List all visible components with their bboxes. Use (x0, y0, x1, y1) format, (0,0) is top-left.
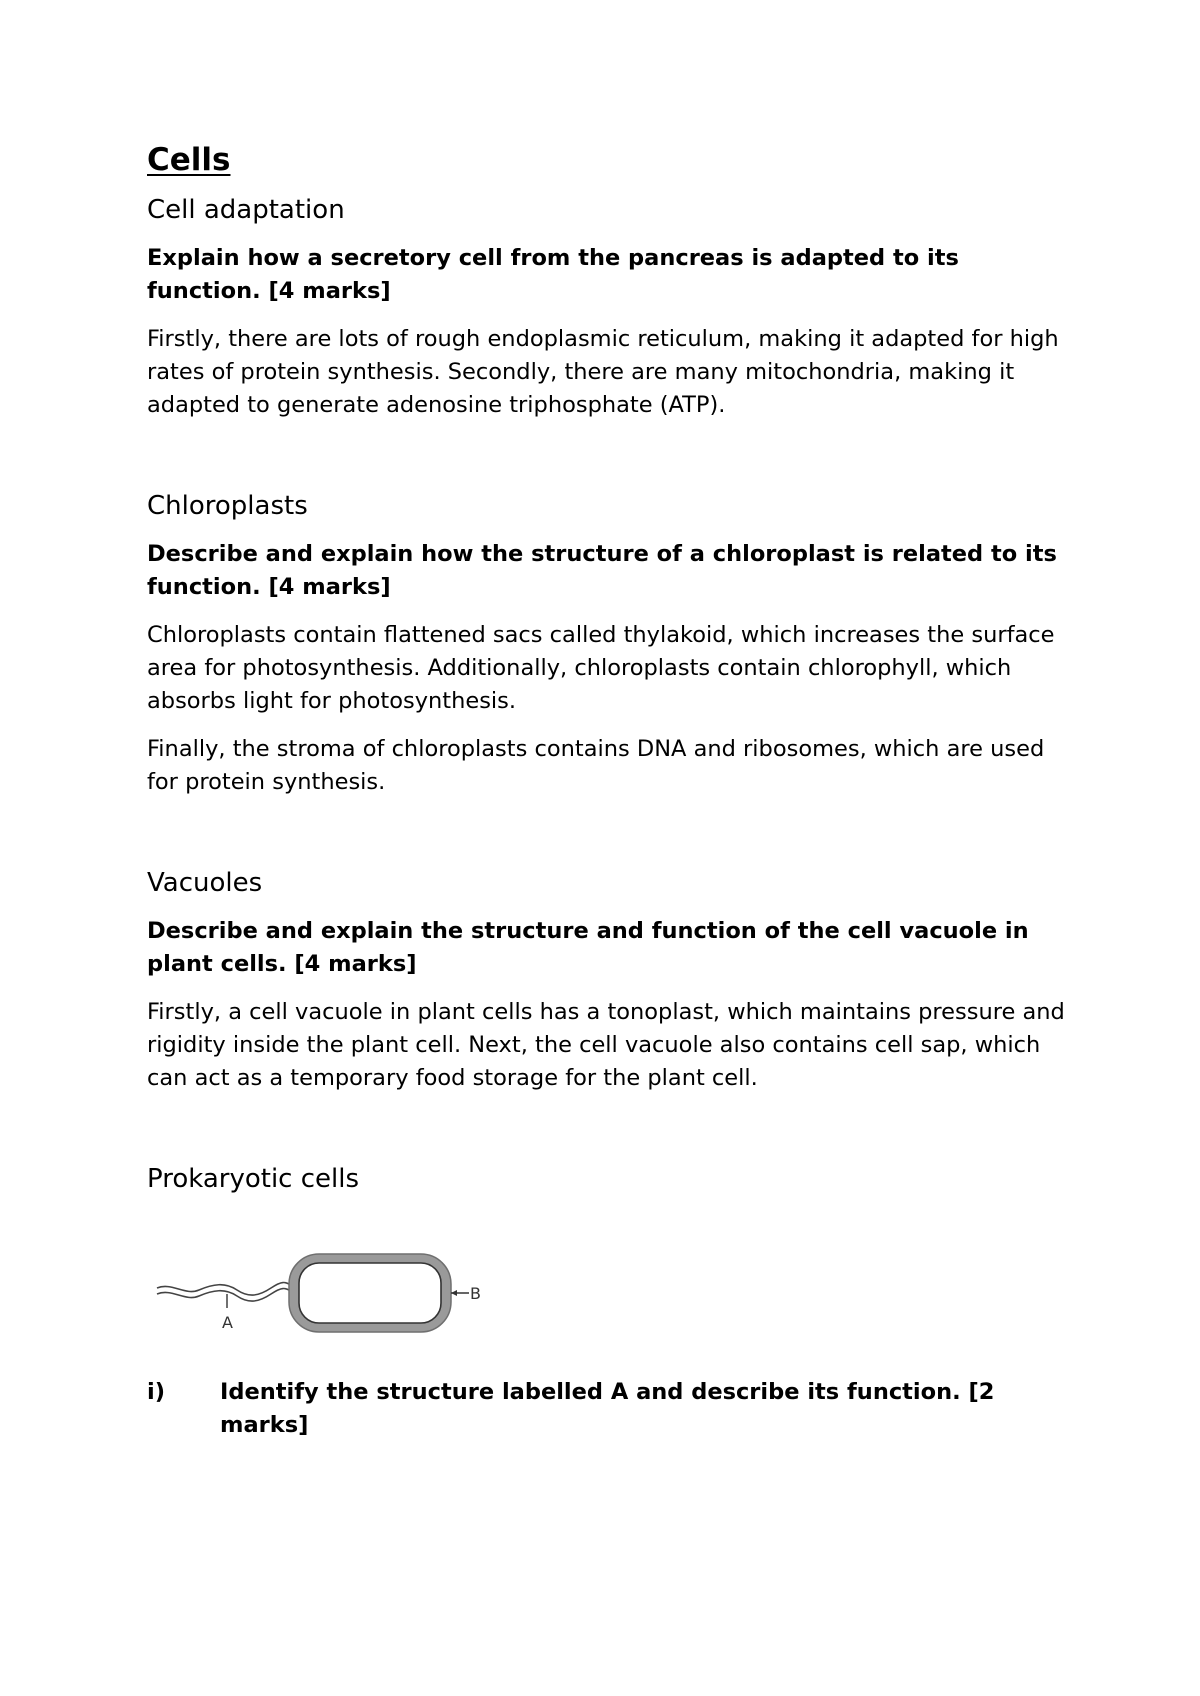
numbered-question (147, 1376, 1067, 1442)
answer-chloroplast-2: Finally, the stroma of chloroplasts contains DNA and ribosomes, which are used for protein synthesis. (147, 735, 1045, 795)
prokaryotic-cell-diagram (147, 1244, 507, 1344)
answer-vacuole: Firstly, a cell vacuole in plant cells has a tonoplast, which maintains pressure and rigidity inside the plant cell. Next, the cell vacuole also contains cell sap, which can act as a temporary food storage for the plant cell. (147, 998, 1065, 1091)
question-pancreas: Explain how a secretory cell from the pancreas is adapted to its function. [4 marks] (147, 245, 959, 305)
question-text-structure-a: Identify the structure labelled A and describe its function. [2 marks] (220, 1379, 995, 1439)
label-b: B (470, 1284, 481, 1304)
answer-chloroplast-1: Chloroplasts contain flattened sacs called thylakoid, which increases the surface area for photosynthesis. Additionally, chloroplasts contain chlorophyll, which absorbs light for photosynthesis. (147, 621, 1055, 714)
page-title: Cells (147, 142, 231, 178)
cell-interior (299, 1263, 441, 1323)
section-heading-cell-adaptation: Cell adaptation (147, 195, 345, 226)
section-heading-prokaryotic: Prokaryotic cells (147, 1163, 360, 1194)
label-a: A (222, 1313, 233, 1333)
document-page (147, 140, 1067, 1442)
flagellum-line-lower (157, 1289, 293, 1302)
section-heading-vacuoles: Vacuoles (147, 867, 263, 898)
question-vacuole: Describe and explain the structure and function of the cell vacuole in plant cells. [4 marks] (147, 917, 1029, 977)
section-heading-chloroplasts: Chloroplasts (147, 491, 308, 522)
question-chloroplast: Describe and explain how the structure of a chloroplast is related to its function. [4 marks] (147, 540, 1057, 600)
label-b-arrowhead (451, 1290, 457, 1296)
question-number: i) (147, 1379, 165, 1406)
answer-pancreas: Firstly, there are lots of rough endoplasmic reticulum, making it adapted for high rates of protein synthesis. Secondly, there are many mitochondria, making it adapted to generate adenosine triphosphate (ATP). (147, 326, 1059, 419)
